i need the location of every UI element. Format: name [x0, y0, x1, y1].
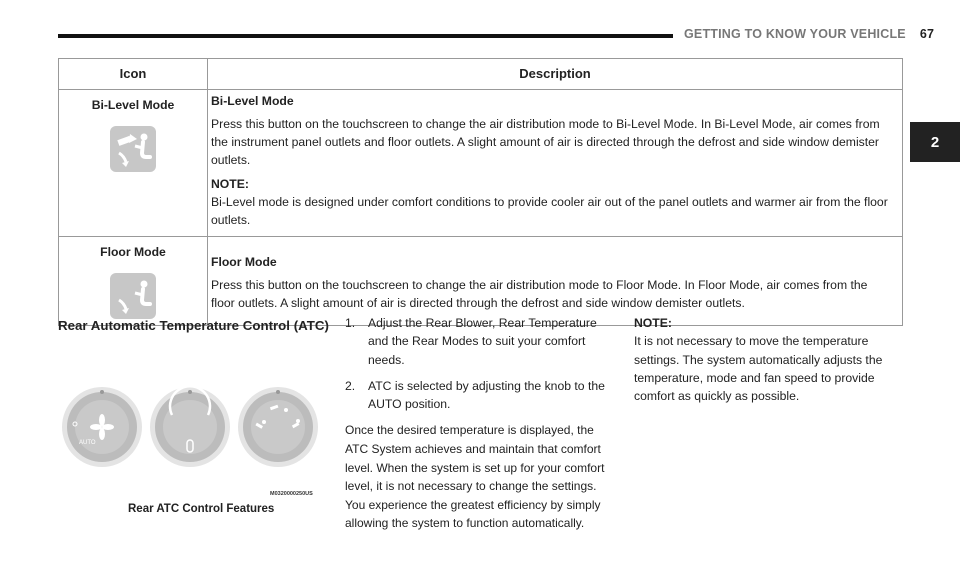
- icon-label: Floor Mode: [100, 244, 166, 259]
- chapter-tab[interactable]: 2: [910, 122, 960, 162]
- description-cell: [208, 89, 903, 236]
- steps-column: [345, 314, 617, 533]
- image-id: M0320000250US: [270, 491, 313, 497]
- step-number: 1.: [345, 316, 356, 330]
- mode-title: Floor Mode: [211, 254, 277, 269]
- icon-column-header: Icon: [59, 59, 208, 90]
- table-row: [59, 89, 903, 236]
- step-number: 2.: [345, 378, 356, 393]
- mode-knob: [238, 387, 318, 467]
- note-label: NOTE:: [211, 176, 249, 191]
- table-header-row: [59, 59, 903, 90]
- step-text: Adjust the Rear Blower, Rear Temperature and the Rear Modes to suit your comfort needs.: [368, 316, 597, 367]
- running-header: [684, 27, 934, 41]
- rear-atc-control-knobs: [62, 378, 322, 500]
- temperature-knob: [150, 386, 230, 467]
- table-row: [59, 236, 903, 326]
- mode-description-table: [58, 58, 903, 326]
- body-paragraph: Once the desired temperature is displayed, the ATC System achieves and maintain that comfort level. When the system is set up for your comfort level, it is not necessary to change the settings. You experience the greatest efficiency by simply allowing the system to function automatically.: [345, 423, 605, 531]
- header-rule: [58, 34, 673, 38]
- note-text: Bi-Level mode is designed under comfort conditions to provide cooler air out of the panel outlets and warmer air from the floor outlets.: [211, 194, 888, 228]
- list-item: [345, 314, 617, 369]
- figure-caption: Rear ATC Control Features: [128, 503, 275, 515]
- floor-mode-icon: [110, 273, 156, 319]
- note-block: [634, 314, 904, 405]
- bi-level-mode-icon: [110, 126, 156, 172]
- step-text: ATC is selected by adjusting the knob to the AUTO position.: [368, 378, 605, 412]
- mode-description: Press this button on the touchscreen to change the air distribution mode to Bi-Level Mode. In Bi-Level Mode, air comes from the instrument panel outlets and floor outlets. A slight amount of air is directed through the defrost and side window demister outlets.: [211, 116, 880, 168]
- page-number: 67: [919, 27, 935, 41]
- header-section-title: GETTING TO KNOW YOUR VEHICLE: [684, 27, 906, 41]
- description-cell: [208, 236, 903, 326]
- note-text: It is not necessary to move the temperature settings. The system automatically adjusts the temperature, mode and fan speed to provide comfort as quickly as possible.: [634, 334, 883, 404]
- mode-description: Press this button on the touchscreen to change the air distribution mode to Floor Mode. In Floor Mode, air comes from the floor outlets. A slight amount of air is directed through the defrost and side window demister outlets.: [211, 277, 868, 311]
- icon-cell: [59, 236, 208, 326]
- icon-cell: [59, 89, 208, 236]
- section-heading: Rear Automatic Temperature Control (ATC): [58, 318, 329, 333]
- note-label: NOTE:: [634, 316, 672, 330]
- mode-title: Bi-Level Mode: [211, 93, 294, 108]
- blower-knob: [62, 387, 142, 467]
- list-item: [345, 377, 617, 414]
- description-column-header: Description: [208, 59, 903, 90]
- icon-label: Bi-Level Mode: [91, 97, 175, 112]
- auto-label: AUTO: [79, 440, 96, 446]
